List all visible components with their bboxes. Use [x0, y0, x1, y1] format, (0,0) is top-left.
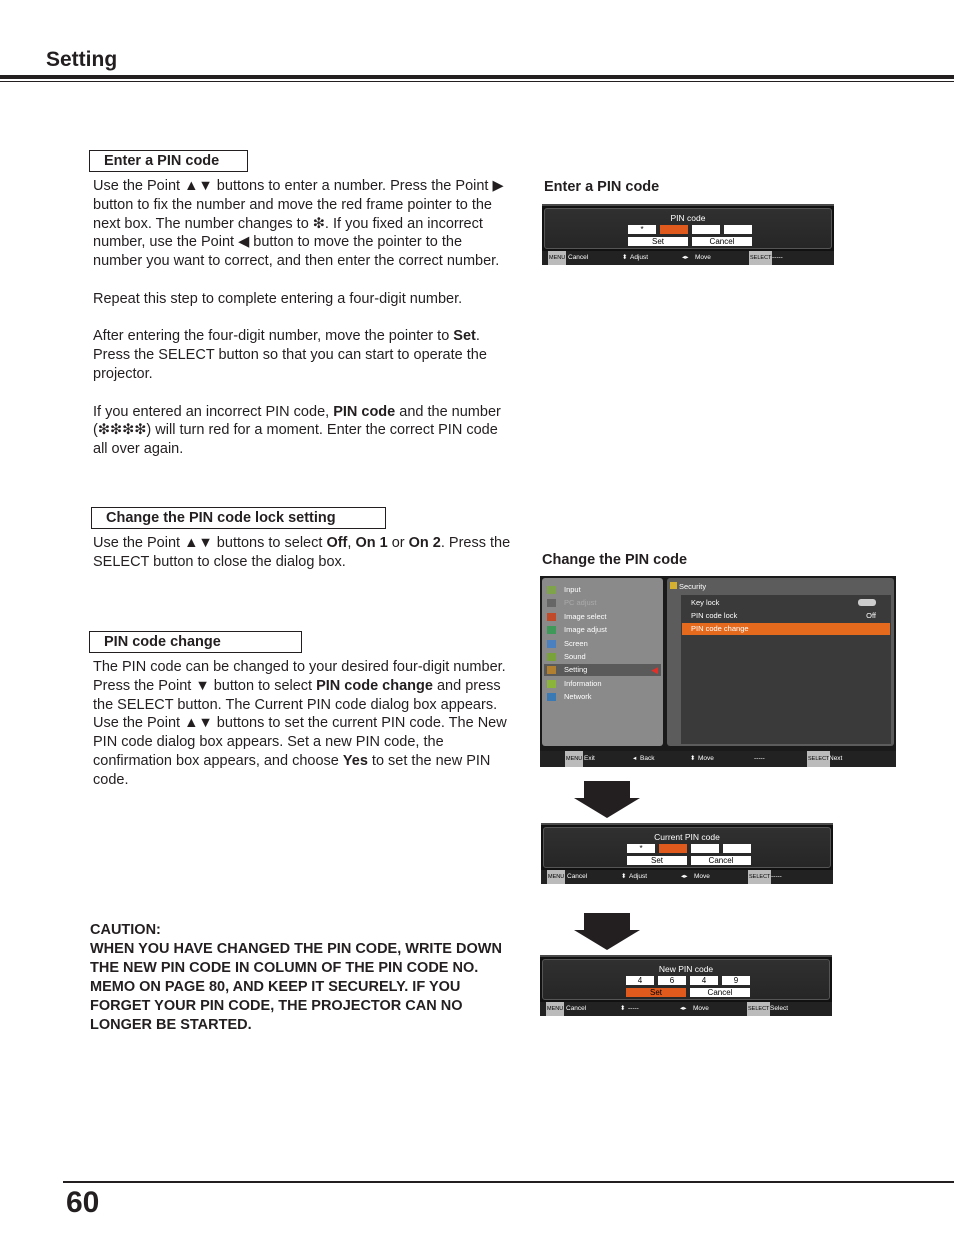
information-icon — [547, 680, 556, 688]
screen-icon — [547, 640, 556, 648]
guide-select: ----- — [771, 873, 782, 880]
main-menu-panel — [542, 578, 663, 746]
pin-digit-3[interactable] — [692, 225, 720, 234]
select-key-icon: SELECT — [749, 251, 772, 265]
menu-item-setting[interactable] — [544, 664, 661, 676]
guide-adjust: ----- — [628, 1005, 639, 1012]
p4-pincode: PIN code — [333, 403, 396, 420]
menu-label: Input — [564, 585, 581, 594]
guide-select: ----- — [772, 254, 783, 261]
caption-enter-pin: Enter a PIN code — [544, 179, 660, 195]
guide-adjust: Adjust — [629, 873, 648, 880]
submenu-value: Off — [866, 611, 876, 620]
pc-p3c: to set the new PIN code. — [93, 752, 491, 788]
leftright-icon: ◂▸ — [680, 1005, 687, 1012]
pin-change-text — [93, 658, 513, 790]
dialog-title: PIN code — [670, 213, 706, 223]
guide-select: Select — [770, 1005, 789, 1012]
setting-menu — [540, 576, 896, 767]
left-icon: ◂ — [633, 755, 637, 762]
security-submenu-panel — [667, 578, 894, 746]
dialog-guide-bar — [540, 1002, 832, 1016]
down-arrow-icon — [574, 913, 640, 950]
p4-c: and the number (❇❇❇❇) will turn red for a moment. Enter the correct PIN code all over again. — [93, 403, 501, 458]
pin-digit-2[interactable] — [660, 225, 688, 234]
header-rule — [0, 75, 954, 79]
pointer-icon: ◀ — [651, 665, 658, 675]
guide-dash: ----- — [754, 755, 765, 762]
p3-c: . Press the SELECT button so that you can start to operate the projector. — [93, 328, 487, 382]
enter-pin-p2: Repeat this step to complete entering a four-digit number. — [93, 290, 463, 307]
caution-label: CAUTION: — [90, 922, 161, 938]
menu-guide-bar — [540, 751, 896, 767]
page-section-title: Setting — [46, 48, 118, 71]
caution-block — [90, 921, 510, 1035]
p3-set: Set — [453, 328, 476, 345]
cl-c: or — [387, 535, 409, 551]
dialog-panel — [543, 827, 831, 868]
menu-key-icon: MENU — [548, 251, 566, 265]
updown-icon: ⬍ — [622, 254, 628, 261]
dialog-title: New PIN code — [658, 964, 714, 974]
pin-digit-4[interactable] — [723, 844, 751, 853]
enter-pin-heading: Enter a PIN code — [89, 150, 248, 172]
footer-rule — [63, 1181, 954, 1183]
menu-item-network[interactable] — [544, 691, 661, 703]
set-button[interactable]: Set — [626, 988, 686, 997]
menu-key-icon: MENU — [565, 751, 583, 767]
change-lock-text — [93, 534, 513, 572]
menu-label: Information — [564, 679, 602, 688]
menu-item-screen[interactable] — [544, 638, 661, 650]
menu-label: Setting — [564, 665, 588, 674]
select-key-icon: SELECT — [747, 1002, 770, 1016]
enter-pin-p3 — [93, 327, 513, 383]
p3-a: After entering the four-digit number, move the pointer to — [93, 328, 454, 345]
pc-p1: The PIN code can be changed to your desired four-digit number. — [93, 659, 506, 675]
menu-item-image-select[interactable] — [544, 611, 661, 623]
image-adjust-icon — [547, 626, 556, 634]
guide-cancel: Cancel — [567, 873, 588, 880]
guide-exit: Exit — [584, 755, 595, 762]
submenu-label: PIN code lock — [691, 611, 738, 620]
pc-p2a: Press the Point ▼ button to select — [93, 677, 317, 694]
key-lock-icon — [858, 599, 876, 606]
cancel-button[interactable]: Cancel — [691, 856, 751, 865]
menu-label: Image select — [564, 612, 607, 621]
pc-p3b: Yes — [342, 752, 368, 769]
pin-digit-4[interactable] — [724, 225, 752, 234]
pc-p2 — [93, 677, 513, 715]
pin-digit-1[interactable]: * — [628, 225, 656, 234]
network-icon — [547, 693, 556, 701]
dialog-guide-bar — [542, 251, 834, 265]
submenu-key-lock[interactable] — [682, 597, 890, 609]
cl-a: Use the Point ▲▼ buttons to select — [93, 535, 327, 551]
security-label: Security — [679, 582, 707, 591]
down-arrow-icon — [574, 781, 640, 818]
submenu-label: PIN code change — [691, 624, 749, 633]
menu-label: Sound — [564, 652, 586, 661]
menu-label: PC adjust — [564, 598, 597, 607]
menu-item-input[interactable] — [544, 584, 661, 596]
guide-back: Back — [640, 755, 655, 762]
submenu-pin-code-change[interactable] — [682, 623, 890, 635]
updown-icon: ⬍ — [620, 1005, 626, 1012]
enter-pin-p1: Use the Point ▲▼ buttons to enter a number. Press the Point ▶ button to fix the number and move the red frame pointer to the next box. The number changes to ❇. If you fixed an incorrect number, use the Point ◀ button to move the pointer to the number you want to correct, and then enter the correct number. — [93, 178, 504, 270]
dialog-panel — [544, 208, 832, 249]
pc-p3a: Use the Point ▲▼ buttons to set the current PIN code. The New PIN code dialog box appears. Set a new PIN code, the confirmation box appears, and choose — [93, 715, 507, 769]
cl-on1: On 1 — [355, 535, 388, 551]
guide-cancel: Cancel — [566, 1005, 587, 1012]
header-rule-thin — [0, 81, 954, 82]
submenu-pin-code-lock[interactable] — [682, 610, 890, 622]
current-pin-dialog — [541, 823, 833, 884]
menu-item-sound[interactable] — [544, 651, 661, 663]
guide-next: Next — [829, 755, 843, 762]
caption-change-pin: Change the PIN code — [542, 552, 688, 568]
guide-move: Move — [694, 873, 710, 880]
guide-move: Move — [693, 1005, 709, 1012]
pc-p3 — [93, 714, 513, 789]
updown-icon: ⬍ — [621, 873, 627, 880]
pin-digit-4[interactable]: 9 — [722, 976, 750, 985]
set-button[interactable]: Set — [627, 856, 687, 865]
select-key-icon: SELECT — [748, 870, 771, 884]
security-list — [681, 595, 891, 744]
pin-digit-1[interactable]: * — [627, 844, 655, 853]
p4-a: If you entered an incorrect PIN code, — [93, 403, 334, 420]
menu-label: Screen — [564, 639, 588, 648]
guide-adjust: Adjust — [630, 254, 649, 261]
cl-on2: On 2 — [408, 535, 441, 551]
pc-adjust-icon — [547, 599, 556, 607]
dialog-title: Current PIN code — [654, 832, 720, 842]
dialog-guide-bar — [541, 870, 833, 884]
updown-icon: ⬍ — [690, 755, 696, 762]
caution-text: WHEN YOU HAVE CHANGED THE PIN CODE, WRITE DOWN THE NEW PIN CODE IN COLUMN OF THE PIN CODE NO. MEMO ON PAGE 80, AND KEEP IT SECURELY. IF YOU FORGET YOUR PIN CODE, THE PROJECTOR CAN NO LONGER BE STARTED. — [90, 941, 502, 1033]
cancel-button[interactable]: Cancel — [692, 237, 752, 246]
lock-icon — [670, 582, 677, 589]
menu-item-image-adjust[interactable] — [544, 624, 661, 636]
new-pin-dialog — [540, 955, 832, 1016]
pin-code-dialog — [542, 204, 834, 265]
cl-b: , — [347, 535, 356, 551]
guide-move: Move — [698, 755, 714, 762]
enter-pin-p4 — [93, 403, 513, 459]
menu-label: Network — [564, 692, 592, 701]
pin-change-heading: PIN code change — [89, 631, 302, 653]
menu-key-icon: MENU — [547, 870, 565, 884]
page-number: 60 — [66, 1186, 100, 1219]
pc-p2b: PIN code change — [316, 677, 433, 694]
pin-digit-1[interactable]: 4 — [626, 976, 654, 985]
leftright-icon: ◂▸ — [681, 873, 688, 880]
pc-p2c: and press the SELECT button. The Current PIN code dialog box appears. — [93, 677, 501, 713]
submenu-label: Key lock — [691, 598, 720, 607]
pin-digit-3[interactable]: 4 — [690, 976, 718, 985]
image-select-icon — [547, 613, 556, 621]
set-button[interactable]: Set — [628, 237, 688, 246]
guide-move: Move — [695, 254, 711, 261]
cancel-button[interactable]: Cancel — [690, 988, 750, 997]
leftright-icon: ◂▸ — [682, 254, 689, 261]
menu-label: Image adjust — [564, 625, 607, 634]
setting-icon — [547, 666, 556, 674]
enter-pin-text — [93, 177, 513, 478]
sound-icon — [547, 653, 556, 661]
menu-item-information[interactable] — [544, 678, 661, 690]
change-lock-heading: Change the PIN code lock setting — [91, 507, 386, 529]
guide-cancel: Cancel — [568, 254, 589, 261]
cl-off: Off — [326, 535, 348, 551]
menu-item-pc-adjust[interactable] — [544, 597, 661, 609]
pin-digit-3[interactable] — [691, 844, 719, 853]
menu-key-icon: MENU — [546, 1002, 564, 1016]
cl-d: . Press the SELECT button to close the dialog box. — [93, 535, 511, 570]
select-key-icon: SELECT — [807, 751, 830, 767]
dialog-panel — [542, 959, 830, 1000]
security-title — [670, 582, 706, 591]
pin-digit-2[interactable]: 6 — [658, 976, 686, 985]
pin-digit-2[interactable] — [659, 844, 687, 853]
input-icon — [547, 586, 556, 594]
